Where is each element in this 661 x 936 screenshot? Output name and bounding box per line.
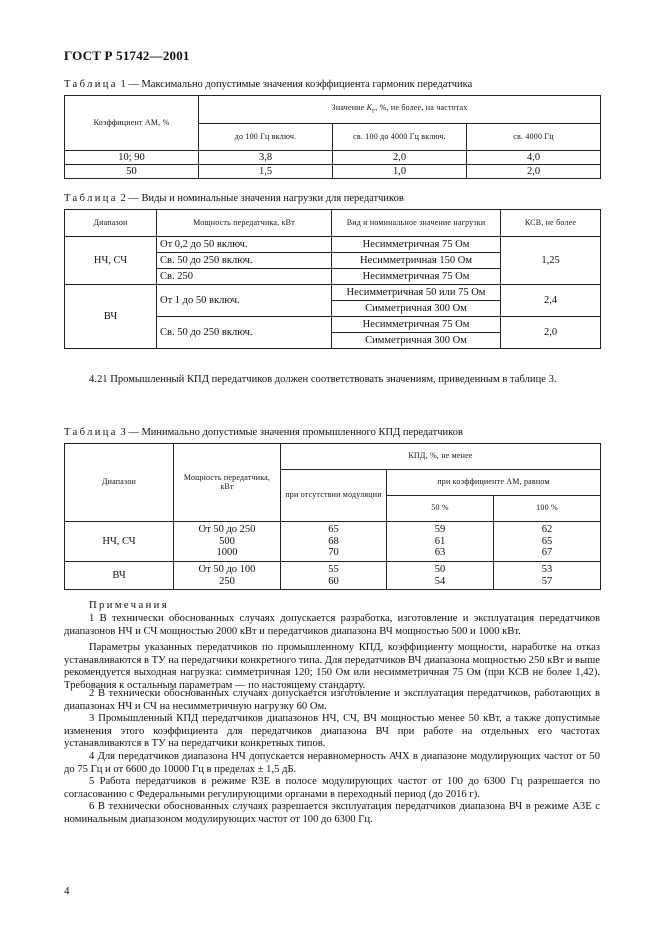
table3-value: 60 [328, 575, 339, 587]
table3-value: 62 [541, 523, 553, 535]
note-3: 3 Промышленный КПД передатчиков диапазонов НЧ, СЧ, ВЧ мощностью менее 50 кВт, а также допустимые изменения этого коэффициента для передатчиков диапазона ВЧ при работе на отдельных его частотах устанавливаются в ТУ на передатчики конкретных типов. [64, 713, 600, 750]
table1-header-group [199, 96, 601, 124]
table1-caption [64, 79, 472, 90]
table1 [64, 95, 601, 179]
table3-power-cell [174, 562, 281, 590]
table1-cell: 3,8 [199, 151, 333, 165]
table3-value: От 50 до 250 [198, 523, 256, 535]
table1-cell: 2,0 [333, 151, 467, 165]
table2-ksv: 2,4 [501, 285, 601, 317]
table3-am100-cell [494, 522, 601, 562]
table-row [65, 522, 601, 562]
table3-caption-word: Таблица [64, 427, 118, 438]
table2-caption [64, 193, 404, 204]
table3-value: 67 [541, 547, 553, 559]
table-row [65, 237, 601, 253]
standard-header: ГОСТ Р 51742—2001 [64, 48, 190, 63]
table1-group-post: , %, не более, на частотах [375, 102, 468, 112]
table3-header-am: при коэффициенте АМ, равном [387, 470, 601, 496]
table3-am50-cell [387, 562, 494, 590]
table2-power: Св. 50 до 250 включ. [157, 317, 332, 349]
table3-value: 54 [434, 575, 446, 587]
table3-value: 55 [328, 563, 339, 575]
table2-load: Симметричная 300 Ом [332, 333, 501, 349]
table2-header-load: Вид и номинальное значение нагрузки [332, 210, 501, 237]
table-row [65, 151, 601, 165]
table2-header-power: Мощность передатчика, кВт [157, 210, 332, 237]
table3-header-nomod: при отсутствии модуляции [281, 470, 387, 522]
table2-load: Несимметричная 75 Ом [332, 237, 501, 253]
table-row [65, 562, 601, 590]
table2-load: Симметричная 300 Ом [332, 301, 501, 317]
paragraph-4-21: 4.21 Промышленный КПД передатчиков должен соответствовать значениям, приведенным в таблице 3. [89, 374, 557, 385]
table2-power: От 1 до 50 включ. [157, 285, 332, 317]
table3-value: 59 [434, 523, 446, 535]
table1-cell: 2,0 [467, 165, 601, 179]
table2-load: Несимметричная 50 или 75 Ом [332, 285, 501, 301]
table2-ksv: 2,0 [501, 317, 601, 349]
table3-header-range: Диапазон [65, 444, 174, 522]
table3-header-am50: 50 % [387, 496, 494, 522]
table-row [65, 165, 601, 179]
table1-caption-text: 1 — Максимально допустимые значения коэффициента гармоник передатчика [117, 79, 473, 90]
table3-value: 500 [219, 535, 235, 547]
table1-header-sub3: св. 4000 Гц [467, 124, 601, 151]
table2-power: Св. 250 [157, 269, 332, 285]
table2-load: Несимметричная 75 Ом [332, 269, 501, 285]
table3-value: 65 [328, 523, 339, 535]
table3-value: 65 [541, 535, 553, 547]
table3-header-kpd: КПД, %, не менее [281, 444, 601, 470]
table2-caption-word: Таблица [64, 193, 118, 204]
table3-range-vch: ВЧ [65, 562, 174, 590]
table3-power-cell [174, 522, 281, 562]
table3-value: 70 [328, 547, 339, 559]
table3-header-power: Мощность передатчика, кВт [174, 444, 281, 522]
table3-value: 53 [541, 563, 553, 575]
table3-value: 50 [434, 563, 446, 575]
table1-cell: 10; 90 [65, 151, 199, 165]
table1-group-pre: Значение [331, 102, 367, 112]
table2-load: Несимметричная 150 Ом [332, 253, 501, 269]
table1-header-sub2: св. 100 до 4000 Гц включ. [333, 124, 467, 151]
table3-value: 61 [434, 535, 446, 547]
note-2: 2 В технически обоснованных случаях допускается изготовление и эксплуатация передатчиков, работающих в диапазонах НЧ и СЧ на несимметричную нагрузку 60 Ом. [64, 688, 600, 712]
table1-header-sub1: до 100 Гц включ. [199, 124, 333, 151]
table3-range-nch: НЧ, СЧ [65, 522, 174, 562]
table1-cell: 50 [65, 165, 199, 179]
notes-title: Примечания [89, 600, 169, 611]
table1-group-k: K [366, 102, 373, 112]
table3-caption-text: 3 — Минимально допустимые значения промышленного КПД передатчиков [117, 427, 463, 438]
table2-caption-text: 2 — Виды и номинальные значения нагрузки для передатчиков [117, 193, 404, 204]
table3-nomod-cell [281, 522, 387, 562]
table3 [64, 443, 601, 590]
table3-header-am100: 100 % [494, 496, 601, 522]
table2-header-ksv: КСВ, не более [501, 210, 601, 237]
table2-range-nch: НЧ, СЧ [65, 237, 157, 285]
table3-value: 1000 [216, 547, 238, 559]
table2-power: От 0,2 до 50 включ. [157, 237, 332, 253]
table3-value: От 50 до 100 [198, 563, 256, 575]
page-number: 4 [64, 885, 70, 897]
note-5: 5 Работа передатчиков в режиме R3E в полосе модулирующих частот от 100 до 6300 Гц разрешается по согласованию с Федеральными регулирующими органами в переходный период (до 2016 г). [64, 776, 600, 800]
table2-load: Несимметричная 75 Ом [332, 317, 501, 333]
table3-value: 57 [541, 575, 553, 587]
table3-am50-cell [387, 522, 494, 562]
table2-power: Св. 50 до 250 включ. [157, 253, 332, 269]
table3-nomod-cell [281, 562, 387, 590]
note-6: 6 В технически обоснованных случаях разрешается эксплуатация передатчиков диапазона ВЧ в режиме А3Е с номинальным диапазоном модулирующих частот от 100 до 6300 Гц. [64, 801, 600, 825]
table2 [64, 209, 601, 349]
table3-value: 63 [434, 547, 446, 559]
table3-value: 68 [328, 535, 339, 547]
table1-header-am: Коэффициент АМ, % [65, 96, 199, 151]
table1-caption-word: Таблица [64, 79, 118, 90]
table3-caption [64, 427, 463, 438]
table1-cell: 1,0 [333, 165, 467, 179]
table3-am100-cell [494, 562, 601, 590]
note-1-continued: Параметры указанных передатчиков по промышленному КПД, коэффициенту мощности, наработке на отказ устанавливаются в ТУ на передатчики конкретного типа. Для передатчиков ВЧ диапазона мощностью 250 кВт и выше рекомендуется выходная нагрузка: симметричная 120; 150 Ом или несимметричная 75 Ом (при КСВ не более 1,42). Требования к остальным параметрам — по настоящему стандарту. [64, 642, 600, 691]
table2-range-vch: ВЧ [65, 285, 157, 349]
table1-cell: 1,5 [199, 165, 333, 179]
table2-header-range: Диапазон [65, 210, 157, 237]
table1-cell: 4,0 [467, 151, 601, 165]
table1-group-sub: г [372, 106, 376, 115]
table-row [65, 285, 601, 301]
note-4: 4 Для передатчиков диапазона НЧ допускается неравномерность АЧХ в диапазоне модулирующих частот от 50 до 75 Гц и от 6600 до 10000 Гц в пределах ± 1,5 дБ. [64, 751, 600, 775]
note-1: 1 В технически обоснованных случаях допускается разработка, изготовление и эксплуатация передатчиков диапазонов НЧ и СЧ мощностью 2000 кВт и передатчиков диапазона ВЧ мощностью 500 и 1000 кВт. [64, 613, 600, 637]
table3-value: 250 [219, 575, 235, 587]
table2-ksv: 1,25 [501, 237, 601, 285]
